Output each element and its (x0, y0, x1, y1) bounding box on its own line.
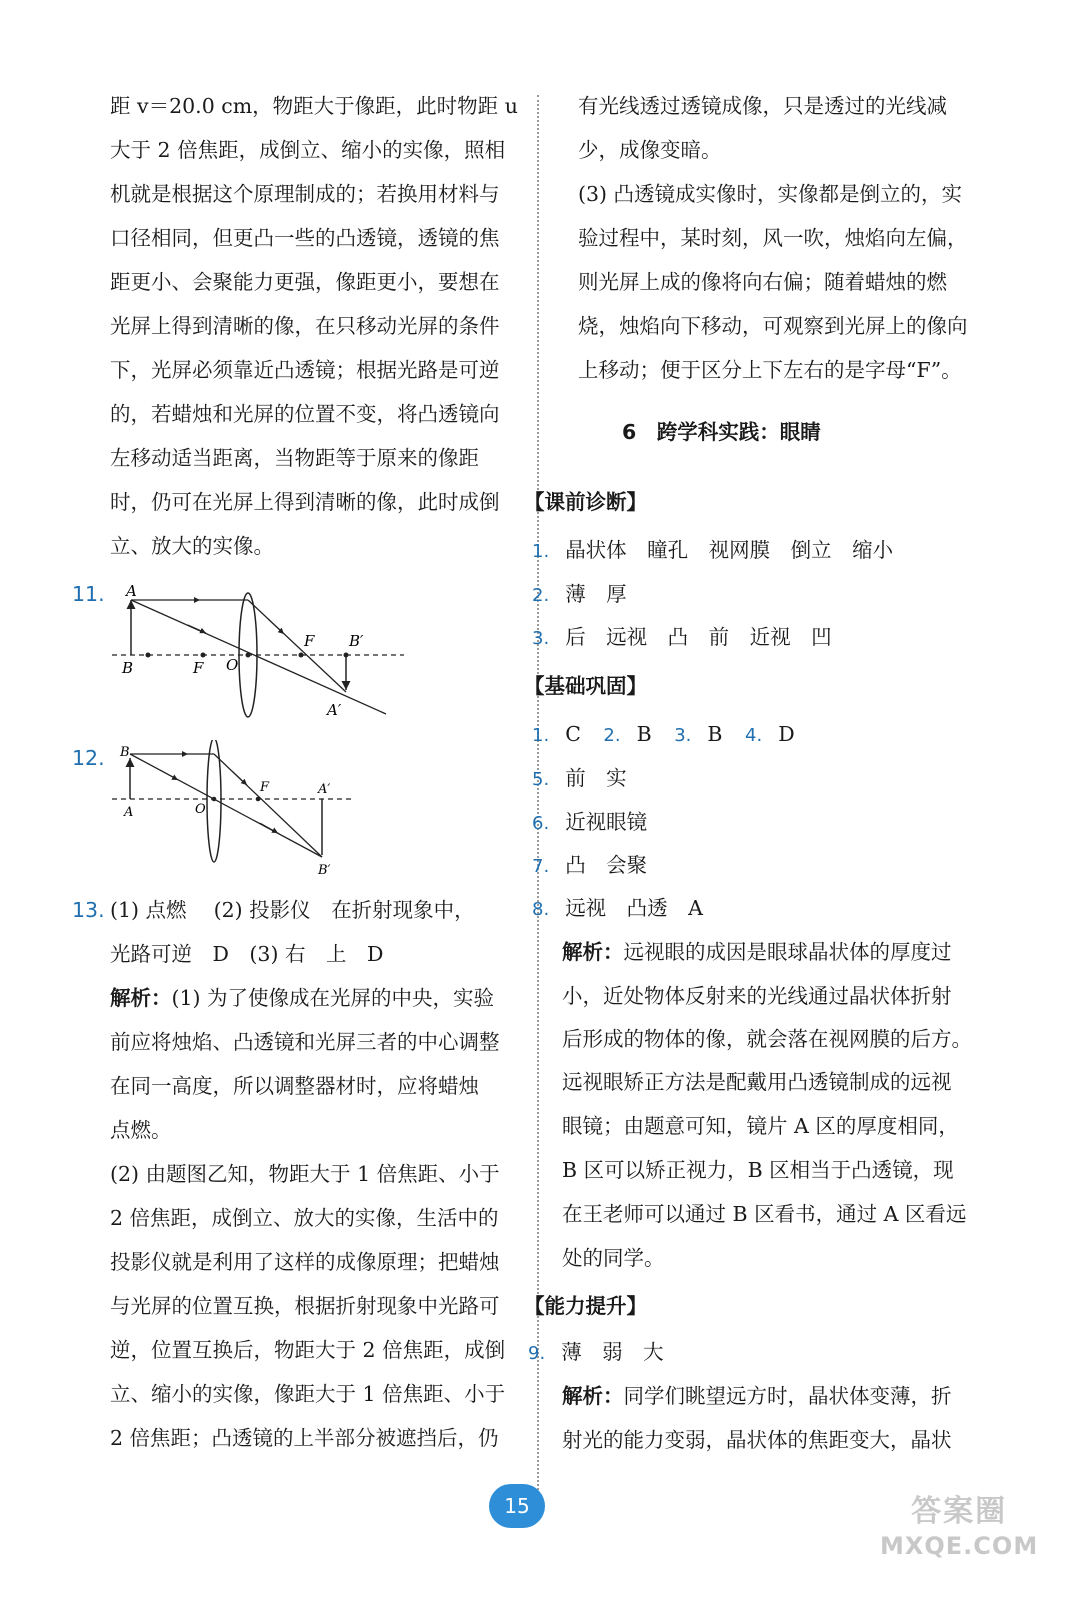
right-text-line: 则光屏上成的像将向右偏；随着蜡烛的燃 (578, 270, 947, 294)
item-text: 远视 凸透 A (565, 896, 703, 920)
light-ray (214, 754, 322, 857)
diagnosis-header: 【课前诊断】 (524, 490, 647, 514)
item-number: 3. (674, 725, 692, 746)
right-text-line: 少，成像变暗。 (578, 138, 722, 162)
section-title: 6 跨学科实践：眼睛 (622, 420, 821, 444)
list-item (532, 572, 627, 618)
optical-center (212, 797, 217, 802)
item-number: 3. (532, 628, 550, 649)
analysis-label: 解析： (562, 940, 624, 964)
choice-answer: C (565, 722, 581, 746)
lens-diagram-12 (110, 740, 360, 882)
point-2f (146, 653, 151, 658)
item-text: 薄 弱 大 (561, 1340, 664, 1364)
label-A: A (124, 805, 134, 820)
label-A: A (126, 582, 137, 600)
item-text: 晶状体 瞳孔 视网膜 倒立 缩小 (565, 538, 894, 562)
analysis-line: (2) 由题图乙知，物距大于 1 倍焦距、小于 (110, 1162, 500, 1186)
label-O: O (226, 656, 239, 674)
left-text-line: 大于 2 倍焦距，成倒立、缩小的实像，照相 (110, 138, 506, 162)
left-text-line: 机就是根据这个原理制成的；若换用材料与 (110, 182, 500, 206)
choice-answer: B (636, 722, 652, 746)
point-2f (344, 653, 349, 658)
focal-point (299, 653, 304, 658)
item-number: 8. (532, 899, 550, 920)
choice-answers (532, 712, 795, 758)
list-item (532, 800, 647, 846)
list-item (532, 528, 893, 574)
basics-header: 【基础巩固】 (524, 674, 647, 698)
right-text-line: 验过程中，某时刻，风一吹，烛焰向左偏， (578, 226, 968, 250)
analysis-line: 在同一高度，所以调整器材时，应将蜡烛 (110, 1074, 479, 1098)
choice-answer: D (778, 722, 795, 746)
ray-arrow (160, 770, 178, 780)
item-text: 后 远视 凸 前 近视 凹 (565, 625, 832, 649)
analysis-label: 解析： (110, 986, 172, 1010)
right-text-line: 有光线透过透镜成像，只是透过的光线减 (578, 94, 947, 118)
item-number: 7. (532, 856, 550, 877)
item-number: 4. (745, 725, 763, 746)
analysis-line (110, 976, 494, 1020)
item-number: 2. (603, 725, 621, 746)
analysis-line: 2 倍焦距；凸透镜的上半部分被遮挡后，仍 (110, 1426, 499, 1450)
item-number: 9. (528, 1343, 546, 1364)
answer-line: 光路可逆 D (3) 右 上 D (110, 942, 384, 966)
question-number-12: 12. (72, 746, 105, 770)
item-number: 1. (532, 541, 550, 562)
analysis-line: 与光屏的位置互换，根据折射现象中光路可 (110, 1294, 500, 1318)
list-item (532, 756, 627, 802)
item-number: 5. (532, 769, 550, 790)
analysis-line: 点燃。 (110, 1118, 172, 1142)
item-text: 近视眼镜 (565, 810, 648, 834)
watermark-line: 答案圈 (911, 1494, 1008, 1529)
watermark-logo (880, 1495, 1038, 1563)
label-A-prime: A′ (318, 782, 331, 797)
item-text: 前 实 (565, 766, 627, 790)
analysis-line: 逆，位置互换后，物距大于 2 倍焦距，成倒 (110, 1338, 506, 1362)
analysis-line: 远视眼矫正方法是配戴用凸透镜制成的远视 (562, 1070, 952, 1094)
label-F: F (304, 632, 315, 650)
ability-header: 【能力提升】 (524, 1294, 647, 1318)
left-text-line: 距 v＝20.0 cm，物距大于像距，此时物距 u (110, 94, 518, 118)
item-number: 1. (532, 725, 550, 746)
label-F: F (260, 780, 270, 795)
question-number-11: 11. (72, 582, 105, 606)
list-item (532, 886, 703, 932)
analysis-text: 远视眼的成因是眼球晶状体的厚度过 (623, 940, 952, 964)
ray-arrow (188, 625, 206, 633)
left-text-line: 左移动适当距离，当物距等于原来的像距 (110, 446, 479, 470)
right-text-line: 烧，烛焰向下移动，可观察到光屏上的像向 (578, 314, 968, 338)
left-text-line: 的，若蜡烛和光屏的位置不变，将凸透镜向 (110, 402, 500, 426)
left-text-line: 距更小、会聚能力更强，像距更小，要想在 (110, 270, 500, 294)
analysis-text: 同学们眺望远方时，晶状体变薄，折 (623, 1384, 952, 1408)
focal-point (201, 653, 206, 658)
answer-line: (1) 点燃 (2) 投影仪 在折射现象中， (110, 898, 475, 922)
label-B: B (120, 745, 130, 760)
analysis-line: 小，近处物体反射来的光线通过晶状体折射 (562, 984, 952, 1008)
list-item (528, 1330, 664, 1376)
left-text-line: 光屏上得到清晰的像，在只移动光屏的条件 (110, 314, 500, 338)
analysis-text: (1) 为了使像成在光屏的中央，实验 (171, 986, 495, 1010)
analysis-line: 眼镜；由题意可知，镜片 A 区的厚度相同， (562, 1114, 959, 1138)
analysis-line (562, 930, 952, 974)
label-B-prime: B′ (349, 632, 364, 650)
analysis-line: 后形成的物体的像，就会落在视网膜的后方。 (562, 1027, 972, 1051)
label-F: F (193, 659, 204, 677)
item-number: 2. (532, 585, 550, 606)
analysis-line: 前应将烛焰、凸透镜和光屏三者的中心调整 (110, 1030, 500, 1054)
analysis-line: 2 倍焦距，成倒立、放大的实像，生活中的 (110, 1206, 499, 1230)
analysis-line: 在王老师可以通过 B 区看书，通过 A 区看远 (562, 1202, 967, 1226)
page-number: 15 (489, 1484, 545, 1528)
question-number-13: 13. (72, 898, 105, 922)
label-A-prime: A′ (327, 701, 342, 719)
label-B: B (122, 659, 134, 677)
right-text-line: 上移动；便于区分上下左右的是字母“F”。 (578, 358, 962, 382)
analysis-line (562, 1374, 952, 1418)
left-text-line: 立、放大的实像。 (110, 534, 274, 558)
light-ray (130, 754, 322, 857)
watermark-line: MXQE.COM (880, 1532, 1039, 1560)
analysis-line: 立、缩小的实像，像距大于 1 倍焦距、小于 (110, 1382, 506, 1406)
light-ray (131, 600, 386, 714)
label-O: O (195, 802, 206, 817)
lens-diagram-11 (108, 580, 408, 722)
ray-arrow (268, 619, 284, 634)
focal-point (256, 797, 261, 802)
analysis-line: B 区可以矫正视力，B 区相当于凸透镜，现 (562, 1158, 954, 1182)
list-item (532, 843, 647, 889)
list-item (532, 615, 832, 661)
choice-answer: B (707, 722, 723, 746)
left-text-line: 口径相同，但更凸一些的凸透镜，透镜的焦 (110, 226, 500, 250)
item-text: 凸 会聚 (565, 853, 648, 877)
left-text-line: 下，光屏必须靠近凸透镜；根据光路是可逆 (110, 358, 500, 382)
left-text-line: 时，仍可在光屏上得到清晰的像，此时成倒 (110, 490, 500, 514)
item-number: 6. (532, 813, 550, 834)
label-B-prime: B′ (318, 863, 331, 878)
ray-arrow (232, 771, 247, 785)
item-text: 薄 厚 (565, 582, 627, 606)
optical-center (246, 653, 251, 658)
right-text-line: (3) 凸透镜成实像时，实像都是倒立的，实 (578, 182, 963, 206)
analysis-line: 射光的能力变弱，晶状体的焦距变大，晶状 (562, 1428, 952, 1452)
analysis-label: 解析： (562, 1384, 624, 1408)
ray-arrow (260, 823, 278, 833)
light-ray (248, 600, 346, 692)
analysis-line: 处的同学。 (562, 1246, 665, 1270)
analysis-line: 投影仪就是利用了这样的成像原理；把蜡烛 (110, 1250, 500, 1274)
